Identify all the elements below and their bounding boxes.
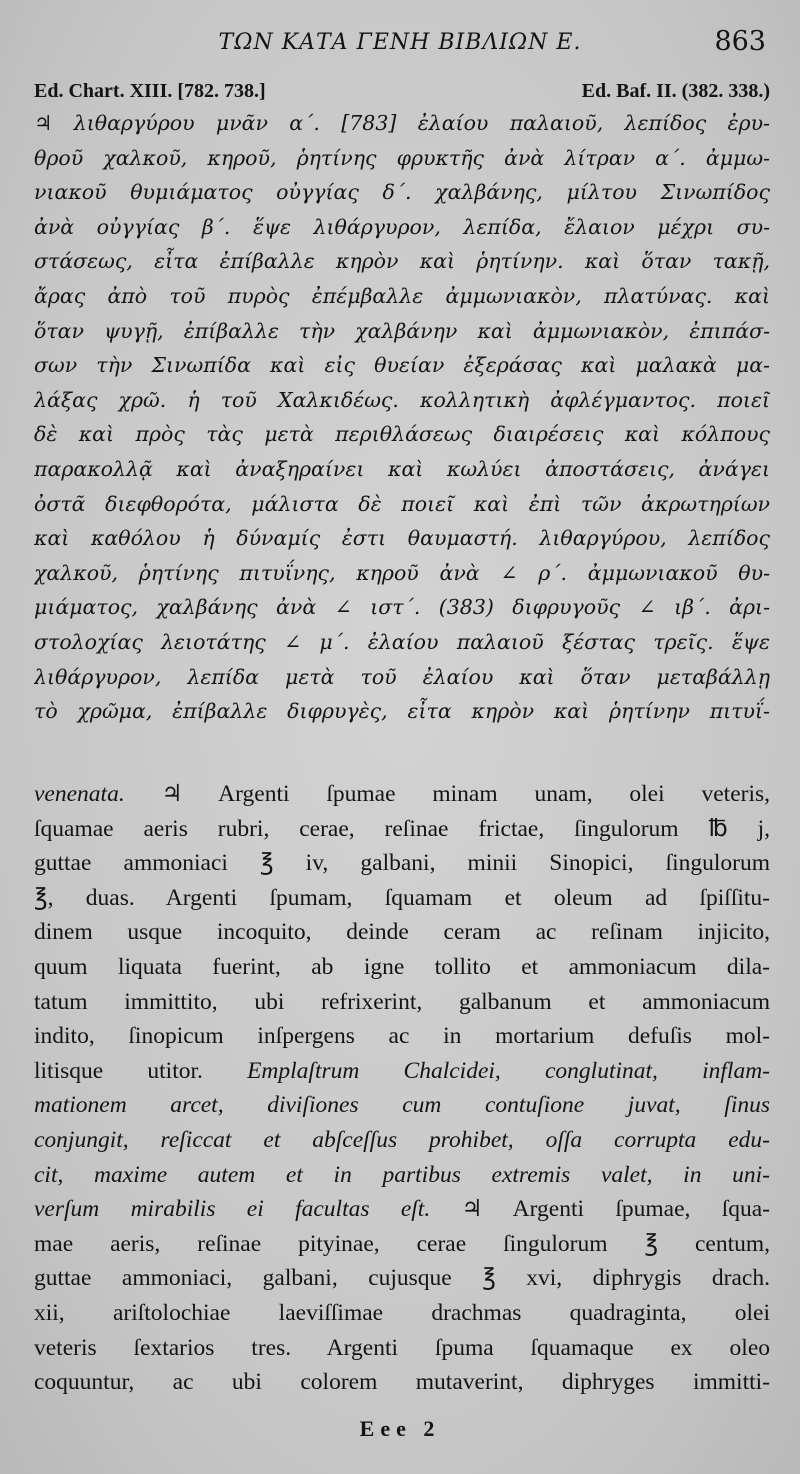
- greek-text-block: [34, 106, 770, 729]
- text-segment: litisque utitor.: [34, 1057, 248, 1084]
- greek-text-line: παρακολλᾷ καὶ ἀναξηραίνει καὶ κωλύει ἀποστάσεις, ἀνάγει: [34, 456, 770, 481]
- latin-text-line: [34, 1331, 770, 1366]
- latin-text-line: [34, 1365, 770, 1400]
- greek-text-line: τὸ χρῶμα, ἐπίβαλλε διφρυγὲς, εἶτα κηρὸν καὶ ῥητίνην πιτυΐ-: [34, 699, 770, 724]
- latin-text-line: [34, 950, 770, 985]
- text-segment: ♃ Argenti ſpumae, ſqua-: [430, 1196, 770, 1223]
- latin-text-line: [34, 915, 770, 950]
- text-segment: quum liquata fuerint, ab igne tollito et ammoniacum dila-: [34, 953, 770, 980]
- text-segment: indito, ſinopicum inſpergens ac in mortarium defuſis mol-: [34, 1023, 770, 1050]
- italic-text-segment: Emplaſtrum Chalcidei, conglutinat, inflam-: [247, 1057, 770, 1084]
- italic-text-segment: cit, maxime autem et in partibus extremis valet, in uni-: [34, 1161, 770, 1188]
- latin-text-line: [34, 1054, 770, 1089]
- latin-text-line: [34, 1227, 770, 1262]
- text-segment: xii, ariſtolochiae laeviſſimae drachmas quadraginta, olei: [34, 1299, 770, 1326]
- text-segment: guttae ammoniaci, galbani, cujusque ℥ xvi, diphrygis drach.: [34, 1265, 770, 1292]
- running-title: ΤΩΝ ΚΑΤΑ ΓΕΝΗ ΒΙΒΛΙΩΝ Ε.: [218, 30, 582, 55]
- italic-text-segment: verſum mirabilis ei facultas eſt.: [34, 1196, 431, 1223]
- text-segment: mae aeris, reſinae pityinae, cerae ſingulorum ℥ centum,: [34, 1230, 770, 1257]
- running-head: [0, 26, 800, 66]
- greek-text-line: ἀνὰ οὐγγίας β΄. ἕψε λιθάργυρον, λεπίδα, ἔλαιον μέχρι συ-: [34, 214, 770, 239]
- italic-text-segment: venenata.: [34, 781, 125, 807]
- text-segment: tatum immittito, ubi refrixerint, galbanum et ammoniacum: [34, 988, 770, 1015]
- latin-text-line: [34, 777, 770, 812]
- latin-text-block: [34, 777, 770, 1400]
- edition-reference-line: [34, 80, 770, 108]
- greek-text-line: ὀστᾶ διεφθορότα, μάλιστα δὲ ποιεῖ καὶ ἐπὶ τῶν ἀκρωτηρίων: [34, 491, 770, 516]
- greek-text-line: στάσεως, εἶτα ἐπίβαλλε κηρὸν καὶ ῥητίνην. καὶ ὅταν τακῇ,: [34, 249, 770, 274]
- latin-text-line: [34, 881, 770, 916]
- greek-text-line: καὶ καθόλου ἡ δύναμίς ἐστι θαυμαστή. λιθαργύρου, λεπίδος: [34, 526, 770, 551]
- latin-text-line: [34, 985, 770, 1020]
- italic-text-segment: conjungit, reſiccat et abſceſſus prohibet, oſſa corrupta edu-: [34, 1126, 770, 1153]
- edition-chartier: Ed. Chart. XIII. [782. 738.]: [34, 80, 266, 102]
- edition-basel: Ed. Baf. II. (382. 338.): [581, 80, 770, 102]
- page-number: 863: [714, 26, 766, 57]
- text-segment: dinem usque incoquito, deinde ceram ac reſinam injicito,: [34, 919, 770, 946]
- greek-text-line: ἄρας ἀπὸ τοῦ πυρὸς ἐπέμβαλλε ἀμμωνιακὸν, πλατύνας. καὶ: [34, 283, 770, 308]
- greek-text-line: σων τὴν Σινωπίδα καὶ εἰς θυείαν ἐξεράσας καὶ μαλακὰ μα-: [34, 353, 770, 378]
- latin-text-line: [34, 1296, 770, 1331]
- latin-text-line: [34, 1192, 770, 1227]
- latin-text-line: [34, 1019, 770, 1054]
- latin-text-line: [34, 1261, 770, 1296]
- greek-text-line: στολοχίας λειοτάτης ∠ μ΄. ἐλαίου παλαιοῦ ξέστας τρεῖς. ἕψε: [34, 629, 770, 654]
- latin-text-line: [34, 812, 770, 847]
- greek-text-line: ♃ λιθαργύρου μνᾶν α΄. [783] ἐλαίου παλαιοῦ, λεπίδος ἐρυ-: [34, 111, 770, 135]
- text-segment: ♃ Argenti ſpumae minam unam, olei veteris,: [124, 781, 770, 807]
- greek-text-line: λιθάργυρον, λεπίδα μετὰ τοῦ ἐλαίου καὶ ὅταν μεταβάλλῃ: [34, 664, 770, 689]
- italic-text-segment: mationem arcet, diviſiones cum contuſione juvat, ſinus: [34, 1092, 770, 1119]
- greek-text-line: χαλκοῦ, ῥητίνης πιτυΐνης, κηροῦ ἀνὰ ∠ ρ΄. ἀμμωνιακοῦ θυ-: [34, 560, 770, 585]
- latin-text-line: [34, 1123, 770, 1158]
- latin-text-line: [34, 1088, 770, 1123]
- greek-text-line: δὲ καὶ πρὸς τὰς μετὰ περιθλάσεως διαιρέσεις καὶ κόλπους: [34, 422, 770, 447]
- text-segment: guttae ammoniaci ℥ iv, galbani, minii Sinopici, ſingulorum: [34, 850, 770, 877]
- text-segment: coquuntur, ac ubi colorem mutaverint, diphryges immitti-: [34, 1369, 770, 1396]
- greek-text-line: θροῦ χαλκοῦ, κηροῦ, ῥητίνης φρυκτῆς ἀνὰ λίτραν α΄. ἀμμω-: [34, 145, 770, 170]
- greek-text-line: νιακοῦ θυμιάματος οὐγγίας δ΄. χαλβάνης, μίλτου Σινωπίδος: [34, 180, 770, 205]
- latin-text-line: [34, 1158, 770, 1193]
- latin-text-line: [34, 846, 770, 881]
- text-segment: veteris ſextarios tres. Argenti ſpuma ſquamaque ex oleo: [34, 1334, 770, 1361]
- text-segment: ſquamae aeris rubri, cerae, reſinae frictae, ſingulorum ℔ j,: [34, 815, 770, 842]
- greek-text-line: ὅταν ψυγῇ, ἐπίβαλλε τὴν χαλβάνην καὶ ἀμμωνιακὸν, ἐπιπάσ-: [34, 318, 770, 343]
- greek-text-line: λάξας χρῶ. ἡ τοῦ Χαλκιδέως. κολλητικὴ ἀφλέγμαντος. ποιεῖ: [34, 387, 770, 412]
- text-segment: ℥, duas. Argenti ſpumam, ſquamam et oleum ad ſpiſſitu-: [34, 884, 770, 911]
- signature-mark: Eee 2: [359, 1416, 441, 1441]
- greek-text-line: μιάματος, χαλβάνης ἀνὰ ∠ ιστ΄. (383) διφρυγοῦς ∠ ιβ΄. ἀρι-: [34, 595, 770, 620]
